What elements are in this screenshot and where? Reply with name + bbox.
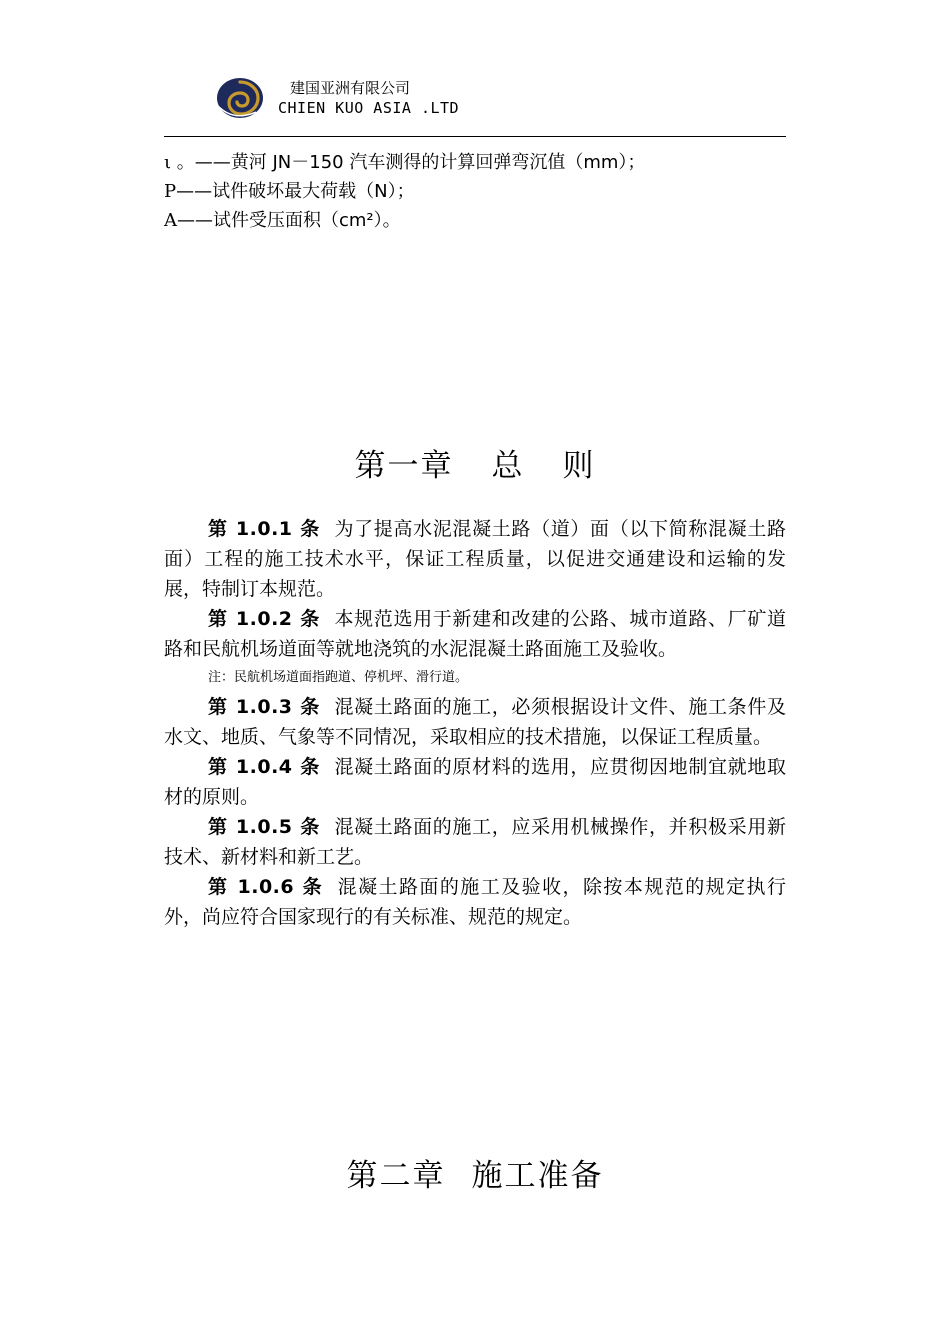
definition-line: ι 。——黄河 JN－150 汽车测得的计算回弹弯沉值（mm）； [164, 152, 646, 173]
article-1-0-5: 第 1.0.5 条 混凝土路面的施工，应采用机械操作，并积极采用新技术、新材料和新工艺。 [164, 816, 786, 868]
article-1-0-6: 第 1.0.6 条 混凝土路面的施工及验收，除按本规范的规定执行外，尚应符合国家现行的有关标准、规范的规定。 [164, 876, 786, 928]
article-1-0-4: 第 1.0.4 条 混凝土路面的原材料的选用，应贯彻因地制宜就地取材的原则。 [164, 756, 786, 808]
article-1-0-3: 第 1.0.3 条 混凝土路面的施工，必须根据设计文件、施工条件及水文、地质、气象等不同情况，采取相应的技术措施，以保证工程质量。 [164, 696, 786, 748]
chapter-1-body [164, 514, 786, 932]
formula-definitions [164, 148, 786, 235]
chapter-2-heading: 第二章 施工准备 [346, 1158, 604, 1194]
company-name [278, 78, 459, 118]
company-name-en: CHIEN KUO ASIA .LTD [278, 99, 460, 117]
article-1-0-2: 第 1.0.2 条 本规范选用于新建和改建的公路、城市道路、厂矿道路和民航机场道面等就地浇筑的水泥混凝土路面施工及验收。 [164, 608, 786, 660]
definition-line: A——试件受压面积（cm²）。 [164, 210, 401, 231]
chapter-1-heading: 第一章 总 则 [354, 448, 596, 484]
article-note: 注：民航机场道面指跑道、停机坪、滑行道。 [208, 670, 469, 685]
article-1-0-1: 第 1.0.1 条 为了提高水泥混凝土路（道）面（以下简称混凝土路面）工程的施工技术水平，保证工程质量，以促进交通建设和运输的发展，特制订本规范。 [164, 518, 786, 600]
header-divider [164, 136, 786, 137]
company-logo-icon [216, 76, 264, 120]
company-name-cn: 建国亚洲有限公司 [290, 79, 411, 97]
definition-line: P——试件破坏最大荷载（N）； [164, 181, 415, 202]
